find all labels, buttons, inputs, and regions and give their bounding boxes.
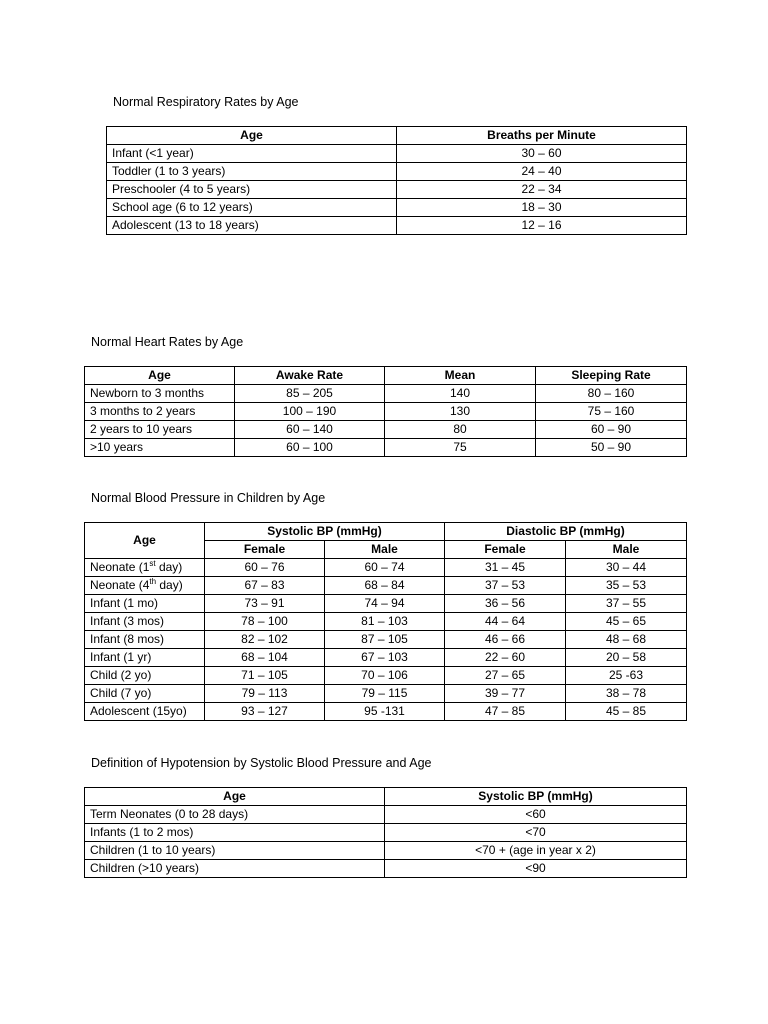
diastolic-female-cell: 22 – 60 [445, 649, 566, 667]
age-cell: Children (1 to 10 years) [85, 842, 385, 860]
column-header-age: Age [85, 367, 235, 385]
sleeping-rate-cell: 60 – 90 [536, 421, 687, 439]
table-row [107, 217, 687, 235]
column-header-systolic-bp: Systolic BP (mmHg) [385, 788, 687, 806]
diastolic-female-cell: 44 – 64 [445, 613, 566, 631]
mean-cell: 75 [385, 439, 536, 457]
systolic-male-cell: 81 – 103 [325, 613, 445, 631]
diastolic-male-cell: 48 – 68 [566, 631, 687, 649]
diastolic-male-cell: 35 – 53 [566, 577, 687, 595]
systolic-female-cell: 60 – 76 [205, 559, 325, 577]
table-row [85, 403, 687, 421]
age-cell: Term Neonates (0 to 28 days) [85, 806, 385, 824]
systolic-male-cell: 70 – 106 [325, 667, 445, 685]
value-cell: <70 + (age in year x 2) [385, 842, 687, 860]
mean-cell: 130 [385, 403, 536, 421]
table-row [85, 385, 687, 403]
table-header-row [85, 523, 687, 541]
systolic-female-cell: 78 – 100 [205, 613, 325, 631]
systolic-female-cell: 71 – 105 [205, 667, 325, 685]
table-row [85, 421, 687, 439]
age-cell: Adolescent (13 to 18 years) [107, 217, 397, 235]
column-header-sleeping-rate: Sleeping Rate [536, 367, 687, 385]
age-cell: Neonate (4th day) [85, 577, 205, 595]
awake-rate-cell: 60 – 100 [235, 439, 385, 457]
table-row [85, 595, 687, 613]
table-row [107, 163, 687, 181]
column-header-mean: Mean [385, 367, 536, 385]
table-row [85, 860, 687, 878]
awake-rate-cell: 100 – 190 [235, 403, 385, 421]
age-cell: 3 months to 2 years [85, 403, 235, 421]
sleeping-rate-cell: 50 – 90 [536, 439, 687, 457]
age-cell: Infant (8 mos) [85, 631, 205, 649]
table-row [85, 842, 687, 860]
heart-rates-table [84, 366, 687, 457]
age-cell: Infant (1 yr) [85, 649, 205, 667]
age-cell: Newborn to 3 months [85, 385, 235, 403]
table-row [85, 685, 687, 703]
diastolic-male-cell: 30 – 44 [566, 559, 687, 577]
value-cell: 30 – 60 [397, 145, 687, 163]
age-cell: Preschooler (4 to 5 years) [107, 181, 397, 199]
age-cell: Infant (3 mos) [85, 613, 205, 631]
age-cell: Adolescent (15yo) [85, 703, 205, 721]
value-cell: 24 – 40 [397, 163, 687, 181]
table-row [107, 181, 687, 199]
diastolic-female-cell: 27 – 65 [445, 667, 566, 685]
diastolic-male-cell: 45 – 65 [566, 613, 687, 631]
hypotension-title: Definition of Hypotension by Systolic Blood Pressure and Age [91, 756, 432, 770]
blood-pressure-title: Normal Blood Pressure in Children by Age [91, 491, 326, 505]
table-row [85, 439, 687, 457]
table-row [85, 703, 687, 721]
column-header-age: Age [107, 127, 397, 145]
column-header-diastolic-male: Male [566, 541, 687, 559]
systolic-male-cell: 68 – 84 [325, 577, 445, 595]
blood-pressure-table [84, 522, 687, 721]
age-cell: Infants (1 to 2 mos) [85, 824, 385, 842]
value-cell: <60 [385, 806, 687, 824]
table-header-row [85, 367, 687, 385]
respiratory-rates-table [106, 126, 687, 235]
diastolic-female-cell: 31 – 45 [445, 559, 566, 577]
column-header-breaths-per-minute: Breaths per Minute [397, 127, 687, 145]
table-row [85, 806, 687, 824]
age-cell: 2 years to 10 years [85, 421, 235, 439]
table-row [85, 824, 687, 842]
column-header-age: Age [85, 523, 205, 559]
respiratory-rates-title: Normal Respiratory Rates by Age [113, 95, 299, 109]
table-row [85, 613, 687, 631]
column-header-awake-rate: Awake Rate [235, 367, 385, 385]
age-cell: Infant (<1 year) [107, 145, 397, 163]
column-header-diastolic-female: Female [445, 541, 566, 559]
mean-cell: 80 [385, 421, 536, 439]
mean-cell: 140 [385, 385, 536, 403]
systolic-female-cell: 82 – 102 [205, 631, 325, 649]
diastolic-female-cell: 47 – 85 [445, 703, 566, 721]
table-row [85, 667, 687, 685]
diastolic-male-cell: 38 – 78 [566, 685, 687, 703]
systolic-female-cell: 73 – 91 [205, 595, 325, 613]
diastolic-female-cell: 39 – 77 [445, 685, 566, 703]
systolic-female-cell: 68 – 104 [205, 649, 325, 667]
systolic-female-cell: 79 – 113 [205, 685, 325, 703]
table-row [85, 577, 687, 595]
age-cell: Child (2 yo) [85, 667, 205, 685]
awake-rate-cell: 85 – 205 [235, 385, 385, 403]
systolic-female-cell: 93 – 127 [205, 703, 325, 721]
table-row [107, 199, 687, 217]
age-cell: >10 years [85, 439, 235, 457]
diastolic-male-cell: 37 – 55 [566, 595, 687, 613]
age-cell: Child (7 yo) [85, 685, 205, 703]
value-cell: 12 – 16 [397, 217, 687, 235]
diastolic-female-cell: 36 – 56 [445, 595, 566, 613]
table-row [107, 145, 687, 163]
age-cell: School age (6 to 12 years) [107, 199, 397, 217]
sleeping-rate-cell: 80 – 160 [536, 385, 687, 403]
table-row [85, 631, 687, 649]
column-header-systolic: Systolic BP (mmHg) [205, 523, 445, 541]
diastolic-female-cell: 46 – 66 [445, 631, 566, 649]
systolic-female-cell: 67 – 83 [205, 577, 325, 595]
table-header-row [107, 127, 687, 145]
value-cell: <90 [385, 860, 687, 878]
awake-rate-cell: 60 – 140 [235, 421, 385, 439]
table-header-row [85, 788, 687, 806]
heart-rates-title: Normal Heart Rates by Age [91, 335, 244, 349]
systolic-male-cell: 67 – 103 [325, 649, 445, 667]
systolic-male-cell: 79 – 115 [325, 685, 445, 703]
age-cell: Children (>10 years) [85, 860, 385, 878]
age-cell: Infant (1 mo) [85, 595, 205, 613]
table-row [85, 559, 687, 577]
systolic-male-cell: 74 – 94 [325, 595, 445, 613]
value-cell: 22 – 34 [397, 181, 687, 199]
column-header-systolic-male: Male [325, 541, 445, 559]
column-header-systolic-female: Female [205, 541, 325, 559]
age-cell: Toddler (1 to 3 years) [107, 163, 397, 181]
systolic-male-cell: 87 – 105 [325, 631, 445, 649]
table-row [85, 649, 687, 667]
age-cell: Neonate (1st day) [85, 559, 205, 577]
value-cell: <70 [385, 824, 687, 842]
systolic-male-cell: 95 -131 [325, 703, 445, 721]
column-header-age: Age [85, 788, 385, 806]
column-header-diastolic: Diastolic BP (mmHg) [445, 523, 687, 541]
systolic-male-cell: 60 – 74 [325, 559, 445, 577]
diastolic-female-cell: 37 – 53 [445, 577, 566, 595]
value-cell: 18 – 30 [397, 199, 687, 217]
sleeping-rate-cell: 75 – 160 [536, 403, 687, 421]
diastolic-male-cell: 25 -63 [566, 667, 687, 685]
hypotension-table [84, 787, 687, 878]
diastolic-male-cell: 20 – 58 [566, 649, 687, 667]
diastolic-male-cell: 45 – 85 [566, 703, 687, 721]
